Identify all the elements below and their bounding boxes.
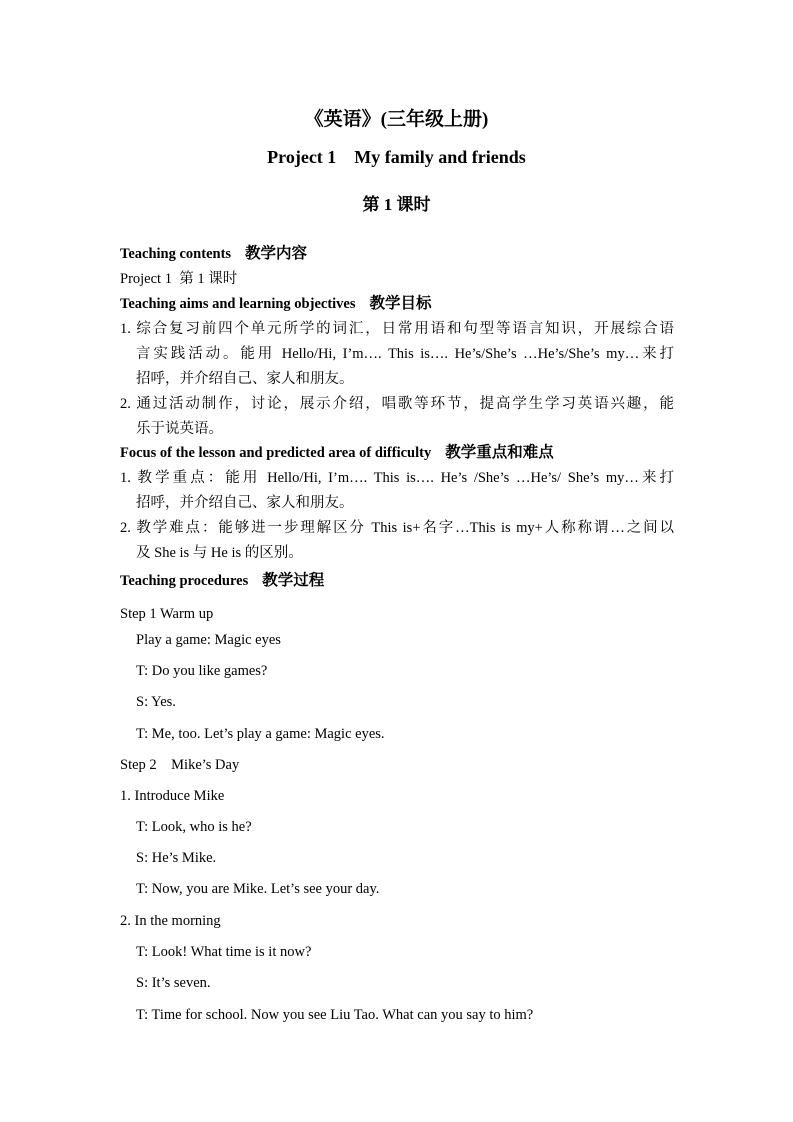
procedures-heading bbox=[120, 572, 324, 590]
teaching-contents-heading bbox=[120, 245, 307, 263]
step-heading: Step 2 Mike’s Day bbox=[120, 757, 240, 773]
procedure-line: T: Now, you are Mike. Let’s see your day. bbox=[136, 881, 380, 897]
procedure-subheading: 2. In the morning bbox=[120, 913, 221, 929]
list-item: 2. 通过活动制作，讨论，展示介绍，唱歌等环节，提高学生学习英语兴趣，能 bbox=[120, 396, 674, 412]
document-title: 《英语》(三年级上册) bbox=[304, 109, 489, 130]
teaching-contents-heading-zh: 教学内容 bbox=[245, 245, 308, 262]
teaching-contents-heading-en: Teaching contents bbox=[120, 246, 232, 262]
list-item-continued: 招呼，并介绍自己、家人和朋友。 bbox=[136, 371, 354, 387]
focus-heading-zh: 教学重点和难点 bbox=[445, 444, 554, 461]
list-item-continued: 乐于说英语。 bbox=[136, 421, 223, 437]
procedure-line: T: Look! What time is it now? bbox=[136, 944, 312, 960]
teaching-aims-list bbox=[120, 317, 674, 442]
procedure-line: S: Yes. bbox=[136, 694, 176, 710]
procedure-line: T: Me, too. Let’s play a game: Magic eyes. bbox=[136, 726, 385, 742]
list-item-continued: 招呼，并介绍自己、家人和朋友。 bbox=[136, 495, 354, 511]
procedure-line: S: He’s Mike. bbox=[136, 850, 217, 866]
procedure-line: T: Time for school. Now you see Liu Tao. What can you say to him? bbox=[136, 1007, 534, 1023]
focus-heading bbox=[120, 444, 554, 462]
procedure-line: Play a game: Magic eyes bbox=[136, 632, 281, 648]
procedure-line: T: Look, who is he? bbox=[136, 819, 252, 835]
procedures-heading-en: Teaching procedures bbox=[120, 573, 249, 589]
lesson-title: 第 1 课时 bbox=[362, 195, 431, 214]
teaching-aims-heading-zh: 教学目标 bbox=[369, 295, 432, 312]
teaching-aims-heading-en: Teaching aims and learning objectives bbox=[120, 296, 356, 312]
procedure-line: T: Do you like games? bbox=[136, 663, 268, 679]
project-title: Project 1 My family and friends bbox=[267, 147, 526, 167]
procedure-line: S: It’s seven. bbox=[136, 975, 211, 991]
focus-heading-en: Focus of the lesson and predicted area of difficulty bbox=[120, 445, 432, 461]
procedure-subheading: 1. Introduce Mike bbox=[120, 788, 225, 804]
procedures-heading-zh: 教学过程 bbox=[262, 572, 325, 589]
step-heading: Step 1 Warm up bbox=[120, 606, 214, 622]
list-item-continued: 言实践活动。能用 Hello/Hi, I’m…. This is…. He’s/She’s …He’s/She’s my…来打 bbox=[136, 346, 674, 362]
list-item: 1. 综合复习前四个单元所学的词汇，日常用语和句型等语言知识，开展综合语 bbox=[120, 321, 674, 337]
list-item: 1. 教学重点：能用 Hello/Hi, I’m…. This is…. He’s /She’s …He’s/ She’s my…来打 bbox=[120, 470, 674, 486]
focus-list bbox=[120, 466, 674, 566]
teaching-aims-heading bbox=[120, 295, 432, 313]
teaching-contents-text: Project 1 第 1 课时 bbox=[120, 271, 238, 287]
list-item-continued: 及 She is 与 He is 的区别。 bbox=[136, 545, 303, 561]
list-item: 2. 教学难点：能够进一步理解区分 This is+名字…This is my+人称称谓…之间以 bbox=[120, 520, 674, 536]
